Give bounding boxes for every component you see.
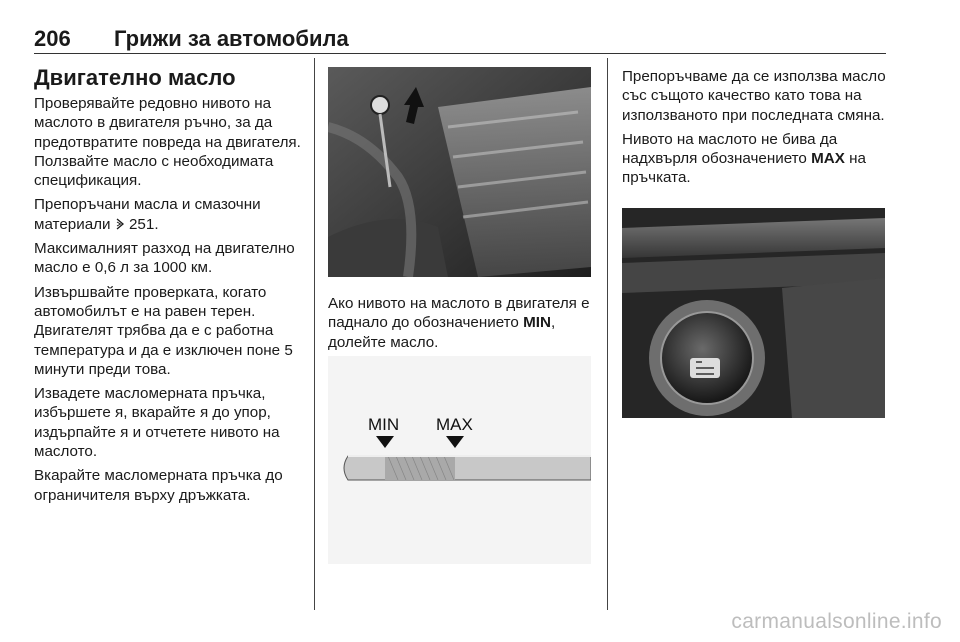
- max-level-text-end: на пръчката.: [622, 150, 866, 187]
- top-up-text: Ако нивото на маслото в двигателя е паднало до обозначението: [328, 295, 590, 332]
- column-divider-2: [607, 58, 608, 610]
- min-arrow-icon: [376, 436, 394, 448]
- page-title: Грижи за автомобила: [114, 26, 349, 51]
- header-divider: [34, 53, 886, 54]
- page-number: 206: [34, 26, 71, 51]
- max-level-text: Нивото на маслото не бива да надхвърля обозначението: [622, 130, 838, 168]
- paragraph-top-up: [328, 294, 596, 352]
- recommended-oils-text: Препоръчани масла и смазочни материали: [34, 196, 261, 233]
- dipstick-max-label: MAX: [436, 415, 473, 434]
- paragraph-same-quality: Препоръчваме да се използва масло със същото качество като това на използваното при последната смяна.: [622, 68, 886, 124]
- page-reference-icon: [115, 216, 125, 228]
- page-header: [34, 26, 886, 52]
- paragraph-max-level: [622, 130, 890, 188]
- oil-filler-cap-photo: [622, 208, 885, 418]
- min-label-inline: MIN: [523, 314, 551, 332]
- dipstick-min-label: MIN: [368, 415, 400, 434]
- paragraph-check-oil: Проверявайте редовно нивото на маслото в двигателя ръчно, за да предотвратите повреда на двигателя. Ползвайте масло с необходимата спецификация.: [34, 95, 301, 190]
- max-label-inline: MAX: [811, 150, 845, 168]
- paragraph-recommended-oils: [34, 195, 304, 234]
- watermark: carmanualsonline.info: [731, 610, 942, 633]
- paragraph-read-dipstick: Извадете масломерната пръчка, избършете я, вкарайте я до упор, издърпайте я и отчетете нивото на маслото.: [34, 385, 280, 461]
- column-divider-1: [314, 58, 315, 610]
- engine-dipstick-photo: [328, 67, 591, 277]
- paragraph-level-ground: Извършвайте проверката, когато автомобилът е на равен терен. Двигателят трябва да е с работна температура и да е изключен поне 5 минути преди това.: [34, 283, 293, 378]
- paragraph-oil-consumption: Максималният разход на двигателно масло е 0,6 л за 1000 км.: [34, 240, 295, 277]
- max-arrow-icon: [446, 436, 464, 448]
- paragraph-insert-dipstick: Вкарайте масломерната пръчка до ограничителя върху дръжката.: [34, 467, 283, 504]
- dipstick-diagram: [328, 356, 591, 564]
- page-reference-number: 251.: [128, 215, 159, 233]
- column-1: [34, 58, 304, 510]
- top-up-text-end: , долейте масло.: [328, 314, 556, 351]
- section-title: Двигателно масло: [34, 65, 236, 90]
- column-2: [328, 294, 596, 357]
